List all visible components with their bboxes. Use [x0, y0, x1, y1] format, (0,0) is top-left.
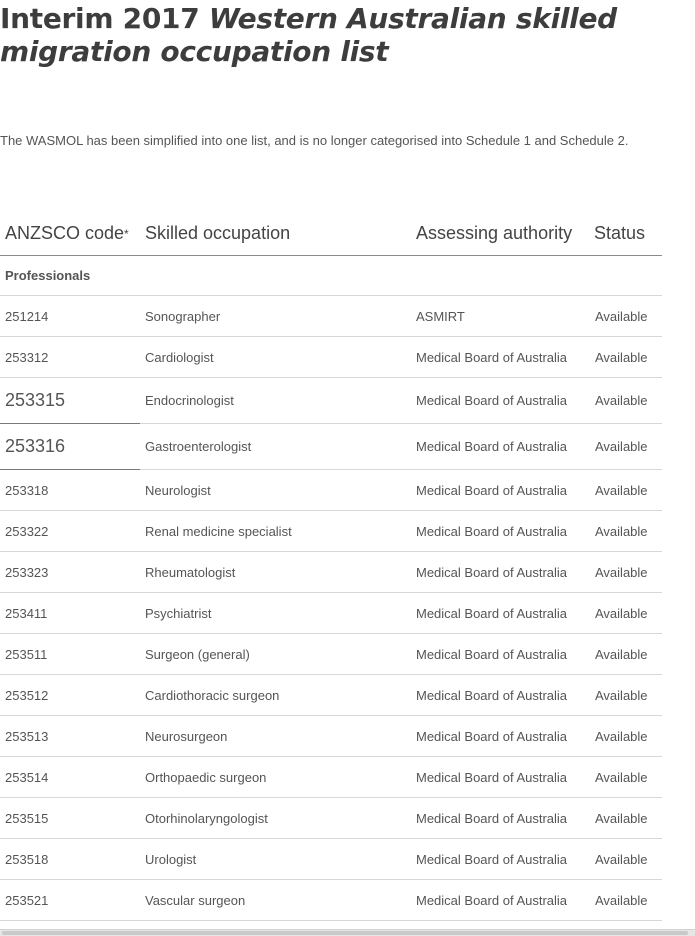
- title-italic-line2: migration occupation list: [0, 35, 389, 68]
- cell-status: Available: [595, 810, 648, 826]
- cell-occupation: Psychiatrist: [145, 605, 212, 621]
- cell-authority: Medical Board of Australia: [416, 523, 568, 539]
- intro-text: The WASMOL has been simplified into one list, and is no longer categorised into Schedule 1 and Schedule 2.: [0, 133, 629, 148]
- cell-code: 253512: [5, 687, 49, 703]
- table-row: [0, 424, 662, 470]
- table-row: [0, 552, 662, 593]
- cell-status: Available: [595, 523, 648, 539]
- table-row: [0, 757, 662, 798]
- cell-authority: ASMIRT: [416, 308, 465, 324]
- cell-authority: Medical Board of Australia: [416, 439, 568, 454]
- cell-authority: Medical Board of Australia: [416, 646, 568, 662]
- cell-status: Available: [595, 393, 648, 408]
- group-row-professionals: [0, 256, 662, 296]
- cell-code: 253411: [5, 605, 48, 621]
- cell-code: 253511: [5, 646, 48, 662]
- table-row: [0, 675, 662, 716]
- table-row: [0, 634, 662, 675]
- cell-status: Available: [595, 605, 648, 621]
- cell-occupation: Otorhinolaryngologist: [145, 810, 268, 826]
- cell-status: Available: [595, 439, 648, 454]
- header-code-footnote-mark: *: [124, 227, 129, 241]
- cell-code: 253513: [5, 728, 49, 744]
- group-label: Professionals: [5, 268, 91, 283]
- cell-occupation: Cardiologist: [145, 349, 214, 365]
- cell-authority: Medical Board of Australia: [416, 769, 568, 785]
- cell-occupation: Rheumatologist: [145, 564, 236, 580]
- cell-authority: Medical Board of Australia: [416, 687, 568, 703]
- cell-authority: Medical Board of Australia: [416, 393, 568, 408]
- title-italic-line1: Western Australian skilled: [208, 2, 617, 35]
- table-row: [0, 511, 662, 552]
- cell-authority: Medical Board of Australia: [416, 810, 568, 826]
- cell-authority: Medical Board of Australia: [416, 482, 568, 498]
- cell-code: 253316: [5, 436, 66, 456]
- cell-occupation: Gastroenterologist: [145, 439, 252, 454]
- cell-occupation: Neurologist: [145, 482, 211, 498]
- table-row: [0, 716, 662, 757]
- cell-status: Available: [595, 851, 648, 867]
- cell-occupation: Renal medicine specialist: [145, 523, 292, 539]
- cell-code: 253323: [5, 564, 49, 580]
- table-row: [0, 880, 662, 921]
- cell-status: Available: [595, 687, 648, 703]
- cell-authority: Medical Board of Australia: [416, 892, 568, 908]
- cell-authority: Medical Board of Australia: [416, 728, 568, 744]
- cell-code: 253315: [5, 390, 66, 410]
- cell-code: 253518: [5, 851, 49, 867]
- cell-occupation: Surgeon (general): [145, 646, 250, 662]
- cell-status: Available: [595, 728, 648, 744]
- cell-code: 253514: [5, 769, 49, 785]
- cell-status: Available: [595, 482, 648, 498]
- cell-authority: Medical Board of Australia: [416, 564, 568, 580]
- cell-status: Available: [595, 349, 648, 365]
- cell-code: 253521: [5, 892, 49, 908]
- table-row: [0, 296, 662, 337]
- cell-code: 253322: [5, 523, 49, 539]
- cell-occupation: Orthopaedic surgeon: [145, 769, 267, 785]
- header-occupation: Skilled occupation: [145, 223, 291, 243]
- table-row: [0, 593, 662, 634]
- occupation-table: [0, 211, 662, 921]
- cell-occupation: Cardiothoracic surgeon: [145, 687, 280, 703]
- header-code-label: ANZSCO code: [5, 223, 125, 243]
- cell-code: 253318: [5, 482, 49, 498]
- cell-occupation: Sonographer: [145, 308, 221, 324]
- horizontal-scrollbar[interactable]: [0, 929, 695, 936]
- table-row: [0, 470, 662, 511]
- header-status: Status: [594, 223, 646, 243]
- cell-occupation: Vascular surgeon: [145, 892, 246, 908]
- table-body: [0, 296, 662, 921]
- cell-status: Available: [595, 646, 648, 662]
- cell-status: Available: [595, 308, 648, 324]
- header-code: [5, 223, 129, 244]
- table-header-row: [0, 211, 662, 256]
- cell-status: Available: [595, 769, 648, 785]
- cell-status: Available: [595, 564, 648, 580]
- cell-authority: Medical Board of Australia: [416, 605, 568, 621]
- cell-code: 251214: [5, 308, 49, 324]
- scrollbar-thumb[interactable]: [2, 931, 688, 935]
- table-row: [0, 337, 662, 378]
- cell-authority: Medical Board of Australia: [416, 349, 568, 365]
- table-row: [0, 798, 662, 839]
- page-title: [0, 2, 680, 68]
- cell-occupation: Neurosurgeon: [145, 728, 228, 744]
- title-plain: Interim 2017: [0, 2, 209, 35]
- cell-authority: Medical Board of Australia: [416, 851, 568, 867]
- cell-code: 253515: [5, 810, 49, 826]
- cell-code: 253312: [5, 349, 49, 365]
- header-authority: Assessing authority: [416, 223, 573, 243]
- cell-status: Available: [595, 892, 648, 908]
- cell-occupation: Urologist: [145, 851, 197, 867]
- table-row: [0, 378, 662, 424]
- table-row: [0, 839, 662, 880]
- cell-occupation: Endocrinologist: [145, 393, 234, 408]
